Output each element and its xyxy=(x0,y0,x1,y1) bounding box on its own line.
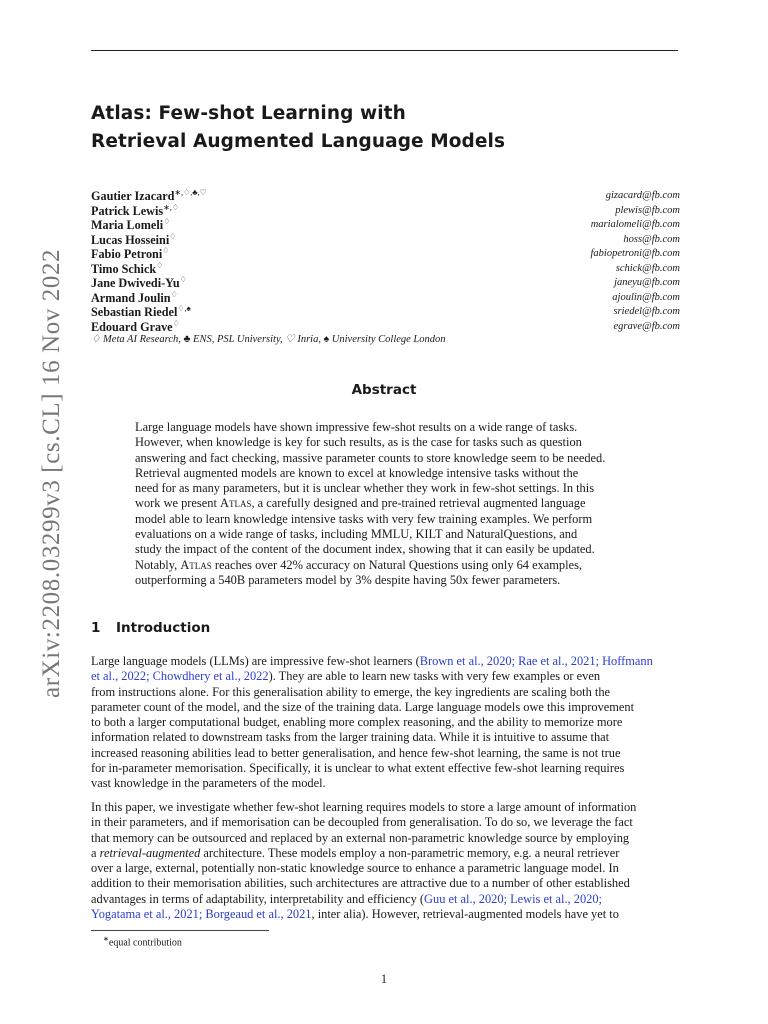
abstract-line: answering and fact checking, massive parameter counts to store knowledge seem to be needed. xyxy=(135,450,606,465)
author-email[interactable]: plewis@fb.com xyxy=(615,204,680,216)
author-email[interactable]: egrave@fb.com xyxy=(613,320,680,332)
author-email[interactable]: marialomeli@fb.com xyxy=(590,219,680,230)
intro-paragraph-1 xyxy=(91,654,681,792)
author-name xyxy=(91,247,169,262)
affiliation-marks: ♢ xyxy=(179,274,187,284)
model-name: Atlas xyxy=(180,557,212,572)
footnote-mark: ∗ xyxy=(103,935,109,943)
title-line-2: Retrieval Augmented Language Models xyxy=(91,131,506,152)
author-list xyxy=(91,189,680,334)
author-name xyxy=(91,320,180,335)
author-email[interactable]: sriedel@fb.com xyxy=(613,306,680,317)
abstract-line: model able to learn knowledge intensive tasks with very few training examples. We perform xyxy=(135,511,593,526)
author-name-text: Armand Joulin xyxy=(91,290,171,305)
title-line-1: Atlas: Few-shot Learning with xyxy=(91,103,406,124)
body-line xyxy=(91,654,681,669)
body-line: for in-parameter memorisation. Specifically, it is unclear to what extent effective few-shot learning requires xyxy=(91,761,625,776)
citation-link[interactable]: et al., 2022 xyxy=(91,669,147,684)
author-name xyxy=(91,189,207,204)
author-name xyxy=(91,262,163,277)
citation-link[interactable]: Yogatama et al., 2021 xyxy=(91,907,199,922)
affiliation-marks: ♢,♠ xyxy=(177,303,191,313)
author-row xyxy=(91,247,680,262)
body-line: increased reasoning abilities lead to better generalisation, and hence few-shot learning, the same is not true xyxy=(91,745,621,760)
intro-paragraph-2 xyxy=(91,800,681,922)
author-row xyxy=(91,189,680,204)
abstract-fragment: , a carefully designed and pre-trained retrieval augmented language xyxy=(251,496,586,511)
text-fragment: a xyxy=(91,845,100,860)
body-line xyxy=(91,669,681,684)
author-name xyxy=(91,233,176,248)
text-fragment: architecture. These models employ a non-parametric memory, e.g. a neural retriever xyxy=(200,845,620,860)
citation-separator: ; xyxy=(503,891,511,906)
author-name xyxy=(91,276,187,291)
citation-link[interactable]: Rae et al., 2021 xyxy=(518,654,596,668)
abstract-line: Large language models have shown impressive few-shot results on a wide range of tasks. xyxy=(135,420,578,434)
abstract-line: Retrieval augmented models are known to excel at knowledge intensive tasks without the xyxy=(135,465,579,480)
body-line: information related to downstream tasks from the larger training data. While it is intuitive to assume that xyxy=(91,730,610,745)
affiliations: ♢ Meta AI Research, ♣ ENS, PSL University, ♡ Inria, ♠ University College London xyxy=(91,334,446,345)
author-email[interactable]: gizacard@fb.com xyxy=(605,190,680,201)
citation-link[interactable]: Borgeaud et al., 2021 xyxy=(205,907,312,922)
author-row xyxy=(91,291,680,306)
citation-link[interactable]: Guu et al., 2020 xyxy=(424,891,504,906)
affiliation-marks: ♢ xyxy=(163,216,171,226)
abstract-text xyxy=(135,420,635,588)
citation-separator: ; xyxy=(595,654,603,668)
footnote-rule xyxy=(91,930,269,931)
author-name-text: Lucas Hosseini xyxy=(91,232,170,247)
text-fragment: advantages in terms of adaptability, interpretability and efficiency ( xyxy=(91,891,425,906)
abstract-line: outperforming a 540B parameters model by 3% despite having 50x fewer parameters. xyxy=(135,572,561,587)
author-row xyxy=(91,305,680,320)
body-line: to both a larger computational budget, enabling more complex reasoning, and the ability to memorize more xyxy=(91,715,623,730)
citation-separator: ; xyxy=(598,891,602,906)
emphasis: retrieval-augmented xyxy=(99,845,201,860)
top-rule xyxy=(91,50,678,51)
author-name-text: Jane Dwivedi-Yu xyxy=(91,276,180,290)
citation-separator: ; xyxy=(511,654,519,668)
author-name-text: Timo Schick xyxy=(91,261,157,276)
author-name-text: Edouard Grave xyxy=(91,319,173,334)
body-line xyxy=(91,892,681,907)
abstract-line: study the impact of the content of the document index, showing that it can easily be updated. xyxy=(135,542,595,557)
author-name xyxy=(91,305,191,320)
citation-link[interactable]: Lewis et al., 2020 xyxy=(510,891,599,906)
text-fragment: Large language models (LLMs) are impressive few-shot learners ( xyxy=(91,654,420,668)
citation-separator: ; xyxy=(198,907,206,922)
author-name-text: Gautier Izacard xyxy=(91,189,175,203)
abstract-fragment: work we present xyxy=(135,496,220,511)
affiliation-marks: ♢ xyxy=(162,245,170,255)
author-row xyxy=(91,320,680,335)
citation-link[interactable]: Hoffmann xyxy=(602,654,653,668)
abstract-line: evaluations on a wide range of tasks, including MMLU, KILT and NaturalQuestions, and xyxy=(135,527,578,542)
body-line: that memory can be outsourced and replaced by an external non-parametric knowledge source by employing xyxy=(91,830,630,845)
citation-separator: ; xyxy=(146,669,153,684)
affiliation-marks: ∗,♢,♣,♡ xyxy=(174,187,207,197)
author-name-text: Fabio Petroni xyxy=(91,247,163,261)
abstract-line xyxy=(135,558,635,573)
author-email[interactable]: hoss@fb.com xyxy=(623,233,680,245)
citation-link[interactable]: Brown et al., 2020 xyxy=(419,654,512,668)
affiliation-marks: ∗,♢ xyxy=(163,202,179,212)
abstract-line xyxy=(135,496,635,511)
arxiv-side-stamp: arXiv:2208.03299v3 [cs.CL] 16 Nov 2022 xyxy=(38,248,65,698)
author-name-text: Maria Lomeli xyxy=(91,218,164,232)
author-email[interactable]: ajoulin@fb.com xyxy=(612,291,680,303)
author-row xyxy=(91,204,680,219)
citation-link[interactable]: Chowdhery et al., 2022 xyxy=(152,669,269,684)
body-line: In this paper, we investigate whether few-shot learning requires models to store a large amount of information xyxy=(91,800,637,814)
page-number: 1 xyxy=(380,972,388,986)
affiliation-marks: ♢ xyxy=(172,318,180,328)
body-line: over a large, external, potentially non-static knowledge source to enhance a parametric language model. In xyxy=(91,861,619,876)
affiliation-marks: ♢ xyxy=(156,260,164,270)
section-number: 1 xyxy=(91,620,101,636)
body-line: addition to their memorisation abilities, such architectures are attractive due to a number of other established xyxy=(91,876,630,891)
body-line: parameter count of the model, and the size of the training data. Large language models owe this improvement xyxy=(91,699,635,714)
abstract-fragment: reaches over 42% accuracy on Natural Questions using only 64 examples, xyxy=(211,557,582,572)
author-name-text: Patrick Lewis xyxy=(91,203,164,218)
abstract-heading: Abstract xyxy=(351,382,417,398)
author-name xyxy=(91,218,170,233)
affiliation-marks: ♢ xyxy=(169,231,177,241)
author-email[interactable]: janeyu@fb.com xyxy=(614,277,680,288)
affiliation-marks: ♢ xyxy=(170,289,178,299)
author-email[interactable]: schick@fb.com xyxy=(615,262,680,274)
body-line xyxy=(91,907,681,922)
author-row xyxy=(91,218,680,233)
abstract-line: need for as many parameters, but it is unclear whether they work in few-shot settings. In this xyxy=(135,481,595,496)
text-fragment: ). They are able to learn new tasks with very few examples or even xyxy=(268,669,601,684)
author-row xyxy=(91,276,680,291)
body-line: in their parameters, and if memorisation can be decoupled from generalisation. To do so, we leverage the fact xyxy=(91,815,633,830)
body-line xyxy=(91,846,681,861)
author-row xyxy=(91,233,680,248)
footnote xyxy=(103,935,182,948)
section-heading xyxy=(91,620,210,636)
abstract-line: However, when knowledge is key for such results, as is the case for tasks such as question xyxy=(135,435,582,450)
abstract-fragment: Notably, xyxy=(135,557,181,572)
model-name: Atlas xyxy=(220,496,252,511)
paper-title xyxy=(91,100,505,156)
body-line: from instructions alone. For this generalisation ability to emerge, the key ingredients are scaling both the xyxy=(91,684,611,699)
author-name xyxy=(91,204,179,219)
section-title: Introduction xyxy=(116,620,211,636)
text-fragment: , inter alia). However, retrieval-augmented models have yet to xyxy=(311,907,619,922)
body-line: vast knowledge in the parameters of the model. xyxy=(91,776,326,791)
footnote-text: equal contribution xyxy=(108,937,182,949)
author-email[interactable]: fabiopetroni@fb.com xyxy=(590,248,680,259)
author-name-text: Sebastian Riedel xyxy=(91,305,178,319)
author-row xyxy=(91,262,680,277)
author-name xyxy=(91,291,178,306)
